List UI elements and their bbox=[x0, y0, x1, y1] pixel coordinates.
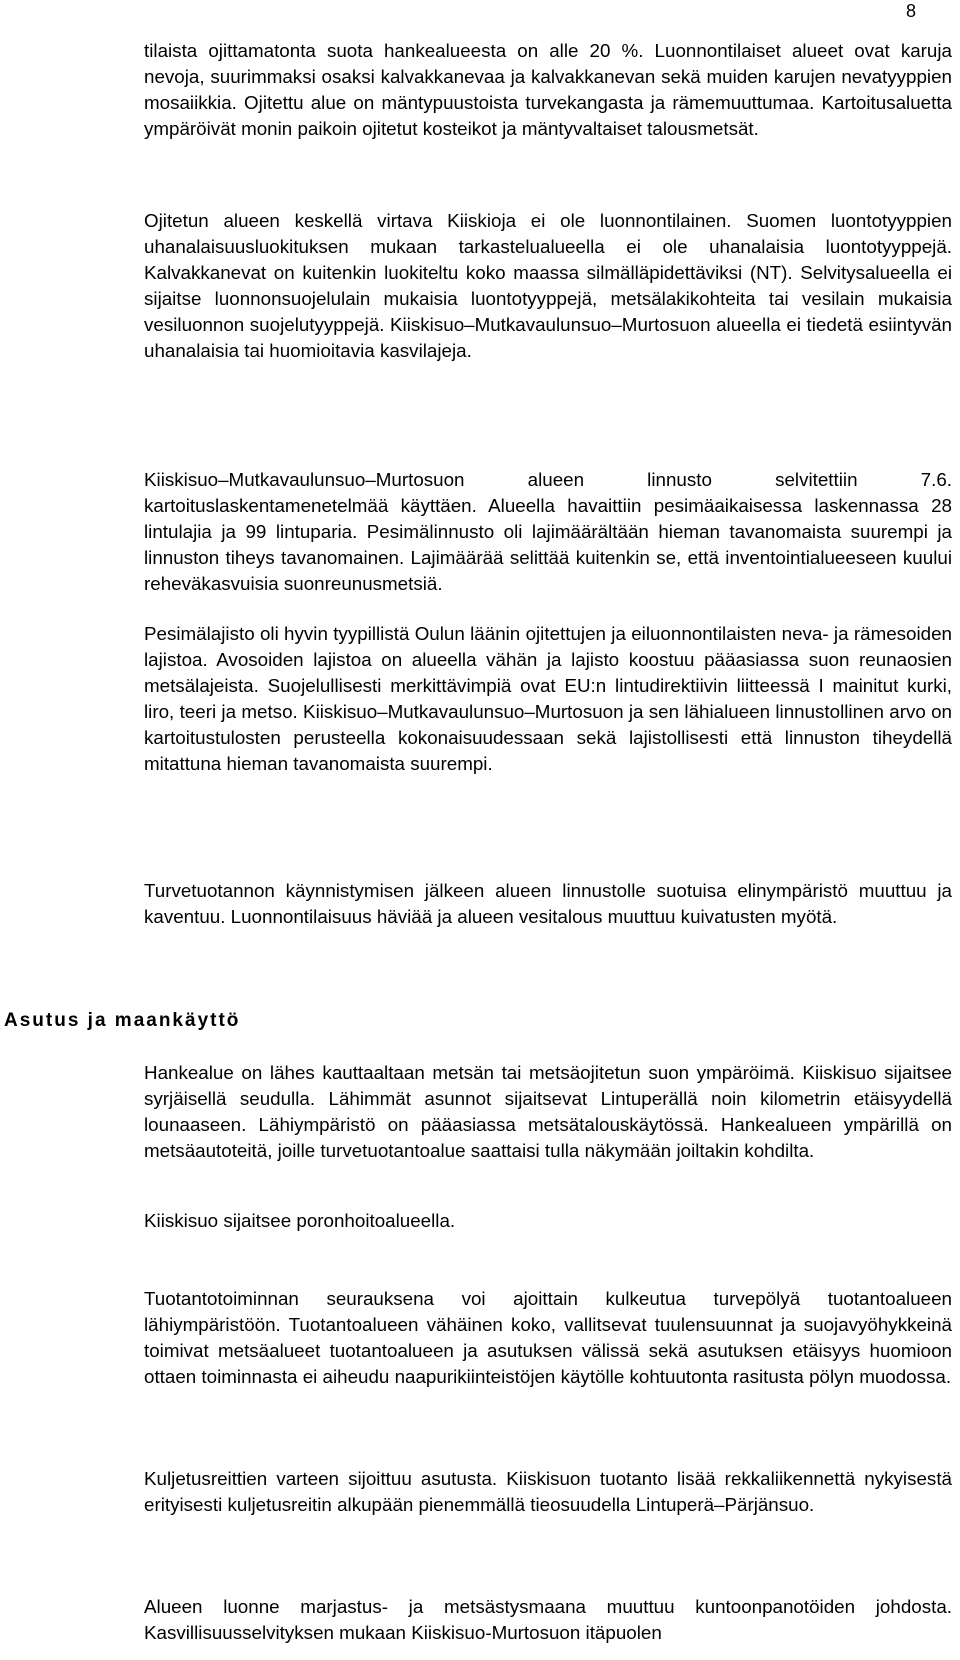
paragraph-habitat-classification: Ojitetun alueen keskellä virtava Kiiskioja ei ole luonnontilainen. Suomen luontotyyppien uhanalaisuusluokituksen mukaan tarkastelualueella ei ole uhanalaisia luontotyyppejä. Kalvakkanevat on kuitenkin luokiteltu koko maassa silmälläpidettäviksi (NT). Selvitysalueella ei sijaitse luonnonsuojelulain mukaisia luontotyyppejä, metsälakikohteita tai vesilain mukaisia vesiluonnon suojelutyyppejä. Kiiskisuo–Mutkavaulunsuo–Murtosuon alueella ei tiedetä esiintyvän uhanalaisia tai huomioitavia kasvilajeja. bbox=[144, 210, 952, 361]
paragraph-peat-production-impact: Turvetuotannon käynnistymisen jälkeen alueen linnustolle suotuisa elinympäristö muuttuu ja kaventuu. Luonnontilaisuus häviää ja alueen vesitalous muuttuu kuivatusten myötä. bbox=[144, 880, 952, 927]
paragraph-transport-routes: Kuljetusreittien varteen sijoittuu asutusta. Kiiskisuon tuotanto lisää rekkaliikennettä nykyisestä erityisesti kuljetusreitin alkupään pienemmällä tieosuudella Lintuperä–Pärjänsuo. bbox=[144, 1468, 952, 1515]
paragraph-bird-survey: Kiiskisuo–Mutkavaulunsuo–Murtosuon alueen linnusto selvitettiin 7.6. kartoituslaskentamenetelmää käyttäen. Alueella havaittiin pesimäaikaisessa laskennassa 28 lintulajia ja 99 lintuparia. Pesimälinnusto oli lajimäärältään hieman tavanomaista suurempi ja linnuston tiheys tavanomainen. Lajimäärää selittää kuitenkin se, että inventointialueeseen kuului reheväkasvuisia suonreunusmetsiä. bbox=[144, 469, 952, 594]
paragraph-reindeer-area: Kiiskisuo sijaitsee poronhoitoalueella. bbox=[144, 1210, 456, 1231]
paragraph-bird-species: Pesimälajisto oli hyvin tyypillistä Oulun läänin ojitettujen ja eiluonnontilaisten neva- ja rämesoiden lajistoa. Avosoiden lajistoa on alueella vähän ja lajisto koostuu pääasiassa suon reunaosien metsälajeista. Suojelullisesti merkittävimpiä ovat EU:n lintudirektiivin liitteessä I mainitut kurki, liro, teeri ja metso. Kiiskisuo–Mutkavaulunsuo–Murtosuon ja sen lähialueen linnustollinen arvo on kartoitustulosten perusteella kokonaisuudessaan sekä lajistollisesti että linnuston tiheydellä mitattuna hieman tavanomaista suurempi. bbox=[144, 623, 952, 774]
paragraph-recreation-use: Alueen luonne marjastus- ja metsästysmaana muuttuu kuntoonpanotöiden johdosta. Kasvillisuusselvityksen mukaan Kiiskisuo-Murtosuon itäpuolen bbox=[144, 1596, 952, 1643]
paragraph-peat-dust: Tuotantotoiminnan seurauksena voi ajoittain kulkeutua turvepölyä tuotantoalueen lähiympäristöön. Tuotantoalueen vähäinen koko, vallitsevat tuulensuunnat ja suojavyöhykkeinä toimivat metsäalueet tuotantoalueen ja asutuksen välissä sekä asutuksen etäisyys huomioon ottaen toiminnasta ei aiheudu naapurikiinteistöjen käytölle kohtuutonta rasitusta pölyn muodossa. bbox=[144, 1288, 952, 1387]
page-number: 8 bbox=[906, 1, 917, 21]
section-heading-land-use: Asutus ja maankäyttö bbox=[4, 1010, 241, 1031]
paragraph-habitat-overview: tilaista ojittamatonta suota hankealueesta on alle 20 %. Luonnontilaiset alueet ovat karuja nevoja, suurimmaksi osaksi kalvakkanevaa ja kalvakkanevan sekä muiden karujen nevatyyppien mosaiikkia. Ojitettu alue on mäntypuustoista turvekangasta ja rämemuuttumaa. Kartoitusaluetta ympäröivät monin paikoin ojitetut kosteikot ja mäntyvaltaiset talousmetsät. bbox=[144, 40, 952, 139]
paragraph-surroundings: Hankealue on lähes kauttaaltaan metsän tai metsäojitetun suon ympäröimä. Kiiskisuo sijaitsee syrjäisellä seudulla. Lähimmät asunnot sijaitsevat Lintuperällä noin kilometrin etäisyydellä lounaaseen. Lähiympäristö on pääasiassa metsätalouskäytössä. Hankealueen ympärillä on metsäautoteitä, joille turvetuotantoalue saattaisi tulla näkymään joiltakin kohdilta. bbox=[144, 1062, 952, 1161]
